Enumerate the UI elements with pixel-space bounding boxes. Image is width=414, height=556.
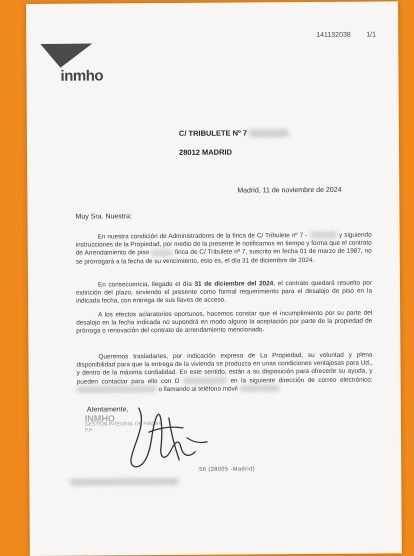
paragraph-2: En consecuencia, llegado el día 31 de diciembre del 2024, el contrato quedará resuelto por extinción del plazo, sirviendo el presente como formal requerimiento para el desalojo de piso en la indicada fecha, con entrega de sus llaves de acceso. bbox=[75, 279, 373, 306]
inmho-logo-icon bbox=[40, 44, 92, 68]
redacted-text bbox=[239, 385, 279, 391]
reference-code: 141132038 bbox=[316, 31, 351, 39]
redacted-text bbox=[309, 232, 337, 238]
letter-date: Madrid, 11 de noviembre de 2024 bbox=[237, 186, 342, 195]
recipient-address-line2: 28012 MADRID bbox=[179, 147, 233, 157]
emphasis-text: 31 de diciembre del 2024 bbox=[194, 280, 274, 288]
redacted-text bbox=[151, 250, 173, 256]
brand-name: inmho bbox=[60, 67, 104, 85]
redacted-footer bbox=[69, 473, 179, 492]
paragraph-4: Queremos trasladarles, por indicación expresa de La Propiedad, su voluntad y plena disponibilidad para que la entrega de la vivienda se produzca en unas condiciones ventajosas para Ud., y dentro de la máxima cordialidad. En este sentido, están a su disposición para ofrecerle su ayuda, y pueden contactar para ello con D en la siguiente dirección de correo electrónico: o llamando al teléfono móvil bbox=[76, 351, 373, 393]
letter-greeting: Muy Sra. Nuestra: bbox=[75, 213, 132, 221]
redacted-address bbox=[249, 129, 289, 137]
redacted-text bbox=[183, 378, 227, 384]
company-stamp: INMHO GESTIÓN INTEGRAL DE FINCAS P.P. bbox=[84, 413, 162, 434]
redacted-text bbox=[77, 386, 157, 393]
recipient-address-line1: C/ TRIBULETE Nº 7 bbox=[179, 128, 289, 138]
page-counter: 1/1 bbox=[366, 31, 376, 39]
footer-address: 56 (28005 -Madrid) bbox=[199, 466, 256, 473]
paragraph-1: En nuestra condición de Administradores de la finca de C/ Tribulete nº 7 - y siguiendo instrucciones de la Propiedad, por medio de la presente le notificamos en tiempo y forma que el contrato de Arrendamiento de piso finca de C/ Tribulete nº 7, suscrito en fecha 01 de marzo de 1987, no se prorrogará a la fecha de su vencimiento, esto es, el día 31 de diciembre de 2024. bbox=[75, 231, 372, 266]
closing: Atentamente, bbox=[86, 406, 129, 414]
paragraph-3: A los efectos aclaratorios oportunos, hacemos constar que el incumplimiento por su parte del desalojo en la fecha indicada no supondrá en modo alguno la aceptación por parte de la propiedad de prórroga o renovación del contrato de arrendamiento mencionado. bbox=[76, 309, 373, 336]
letter-page bbox=[26, 1, 402, 556]
